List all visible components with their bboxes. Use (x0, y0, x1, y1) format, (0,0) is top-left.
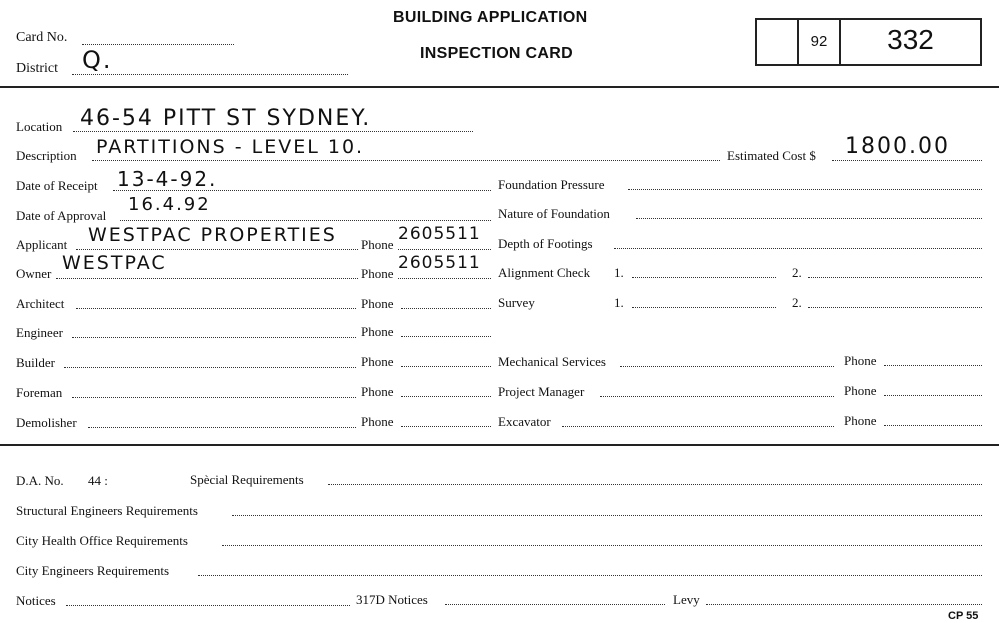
survey-option-2-label: 2. (792, 295, 802, 310)
structural-requirements-line[interactable] (232, 515, 982, 516)
project-manager-phone-line[interactable] (884, 395, 982, 396)
applicant-label: Applicant (16, 237, 68, 252)
applicant-line[interactable] (76, 249, 358, 250)
project-manager-label: Project Manager (498, 384, 585, 399)
excavator-line[interactable] (562, 426, 834, 427)
form-title-line1: BUILDING APPLICATION (393, 9, 588, 26)
requirements-divider (0, 444, 999, 446)
survey-option-1-label: 1. (614, 295, 624, 310)
estimated-cost-value: 1800.00 (845, 134, 950, 159)
form-code: CP 55 (948, 610, 979, 622)
foreman-label: Foreman (16, 385, 63, 400)
survey-option-2-line[interactable] (808, 307, 982, 308)
receipt-label: Date of Receipt (16, 178, 98, 193)
card-number: 332 (887, 24, 934, 55)
approval-label: Date of Approval (16, 208, 107, 223)
builder-phone-label: Phone (361, 354, 394, 369)
location-value: 46-54 PITT ST SYDNEY. (80, 106, 372, 131)
levy-label: Levy (673, 592, 700, 607)
nature-foundation-label: Nature of Foundation (498, 206, 610, 221)
demolisher-label: Demolisher (16, 415, 77, 430)
description-label: Description (16, 148, 77, 163)
description-line[interactable] (92, 160, 720, 161)
demolisher-phone-line[interactable] (401, 426, 491, 427)
engineer-label: Engineer (16, 325, 63, 340)
card-number-box (755, 18, 982, 66)
excavator-phone-line[interactable] (884, 425, 982, 426)
builder-line[interactable] (64, 367, 356, 368)
excavator-label: Excavator (498, 414, 551, 429)
nature-foundation-line[interactable] (636, 218, 982, 219)
foundation-pressure-label: Foundation Pressure (498, 177, 605, 192)
structural-requirements-label: Structural Engineers Requirements (16, 503, 198, 518)
project-manager-phone-label: Phone (844, 383, 877, 398)
foreman-phone-line[interactable] (401, 396, 491, 397)
owner-value: WESTPAC (62, 252, 167, 274)
approval-value: 16.4.92 (128, 194, 211, 215)
owner-line[interactable] (56, 278, 358, 279)
special-requirements-line[interactable] (328, 484, 982, 485)
receipt-value: 13-4-92. (117, 167, 218, 191)
notices-label: Notices (16, 593, 56, 608)
notices-317d-label: 317D Notices (356, 592, 428, 607)
owner-phone-label: Phone (361, 266, 394, 281)
foreman-line[interactable] (72, 397, 356, 398)
city-engineers-requirements-line[interactable] (198, 575, 982, 576)
special-requirements-label: Spècial Requirements (190, 472, 304, 487)
mechanical-line[interactable] (620, 366, 834, 367)
depth-footings-line[interactable] (614, 248, 982, 249)
owner-phone-value: 2605511 (398, 253, 481, 273)
levy-line[interactable] (706, 604, 982, 605)
card-no-label: Card No. (16, 30, 68, 45)
approval-line[interactable] (120, 220, 491, 221)
alignment-option-1-label: 1. (614, 265, 624, 280)
excavator-phone-label: Phone (844, 413, 877, 428)
mechanical-label: Mechanical Services (498, 354, 606, 369)
city-engineers-requirements-label: City Engineers Requirements (16, 563, 170, 578)
alignment-option-2-label: 2. (792, 265, 802, 280)
description-value: PARTITIONS - LEVEL 10. (96, 136, 365, 158)
estimated-cost-label: Estimated Cost $ (727, 148, 816, 163)
engineer-phone-label: Phone (361, 324, 394, 339)
applicant-phone-label: Phone (361, 237, 394, 252)
demolisher-phone-label: Phone (361, 414, 394, 429)
engineer-phone-line[interactable] (401, 336, 491, 337)
district-value: Q. (82, 46, 113, 74)
architect-phone-line[interactable] (401, 308, 491, 309)
engineer-line[interactable] (72, 337, 356, 338)
card-year: 92 (810, 33, 828, 50)
applicant-phone-value: 2605511 (398, 224, 481, 244)
foreman-phone-label: Phone (361, 384, 394, 399)
mechanical-phone-label: Phone (844, 353, 877, 368)
alignment-option-2-line[interactable] (808, 277, 982, 278)
health-requirements-label: City Health Office Requirements (16, 533, 188, 548)
district-line[interactable] (72, 74, 348, 75)
alignment-check-label: Alignment Check (498, 265, 591, 280)
demolisher-line[interactable] (88, 427, 356, 428)
builder-label: Builder (16, 355, 55, 370)
foundation-pressure-line[interactable] (628, 189, 982, 190)
card-no-line[interactable] (82, 44, 234, 45)
survey-label: Survey (498, 295, 535, 310)
notices-line[interactable] (66, 605, 350, 606)
da-no-label: D.A. No. (16, 473, 64, 488)
location-label: Location (16, 119, 63, 134)
applicant-value: WESTPAC PROPERTIES (88, 224, 337, 246)
architect-line[interactable] (76, 308, 356, 309)
notices-317d-line[interactable] (445, 604, 665, 605)
survey-option-1-line[interactable] (632, 307, 776, 308)
mechanical-phone-line[interactable] (884, 365, 982, 366)
applicant-phone-line[interactable] (398, 249, 491, 250)
header-divider (0, 86, 999, 88)
district-label: District (16, 61, 58, 76)
owner-label: Owner (16, 266, 52, 281)
architect-label: Architect (16, 296, 65, 311)
location-line[interactable] (73, 131, 473, 132)
owner-phone-line[interactable] (398, 278, 491, 279)
da-no-value: 44 : (88, 473, 108, 488)
health-requirements-line[interactable] (222, 545, 982, 546)
architect-phone-label: Phone (361, 296, 394, 311)
builder-phone-line[interactable] (401, 366, 491, 367)
form-title-line2: INSPECTION CARD (420, 45, 573, 62)
depth-footings-label: Depth of Footings (498, 236, 593, 251)
alignment-option-1-line[interactable] (632, 277, 776, 278)
project-manager-line[interactable] (600, 396, 834, 397)
estimated-cost-line[interactable] (832, 160, 982, 161)
